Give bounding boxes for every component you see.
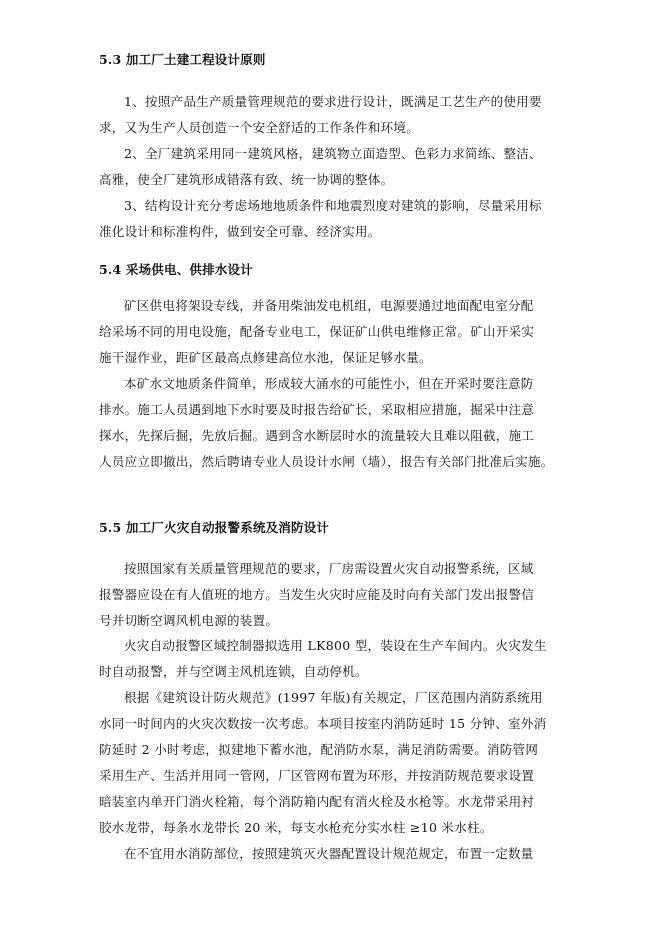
section-heading-5-5: 5.5 加工厂火灾自动报警系统及消防设计 [99,520,330,535]
paragraph-line: 排水。施工人员遇到地下水时要及时报告给矿长，采取相应措施，掘采中注意 [99,402,535,417]
paragraph-line: 号并切断空调风机电源的装置。 [99,613,279,628]
paragraph-line: 高雅，使全厂建筑形成错落有致、统一协调的整体。 [99,172,394,187]
paragraph-line: 采用生产、生活并用同一管网，厂区管网布置为环形，并按消防规范要求设置 [99,768,535,783]
paragraph-line: 胶水龙带，每条水龙带长 20 米，每支水枪充分实水柱 ≥10 米水柱。 [99,820,493,835]
section-heading-5-3: 5.3 加工厂土建工程设计原则 [99,52,266,67]
paragraph-line: 按照国家有关质量管理规范的要求，厂房需设置火灾自动报警系统，区域 [124,561,534,576]
paragraph-line: 给采场不同的用电设施，配备专业电工，保证矿山供电维修正常。矿山开采实 [99,324,535,339]
paragraph-line: 矿区供电将架设专线，并备用柴油发电机组，电源要通过地面配电室分配 [124,298,534,313]
paragraph-line: 1、按照产品生产质量管理规范的要求进行设计，既满足工艺生产的使用要 [124,94,542,109]
paragraph-line: 3、结构设计充分考虑场地地质条件和地震烈度对建筑的影响，尽量采用标 [124,198,542,213]
paragraph-line: 时自动报警，并与空调主风机连锁，自动停机。 [99,664,368,679]
paragraph-line: 求，又为生产人员创造一个安全舒适的工作条件和环境。 [99,120,420,135]
paragraph-line: 施干湿作业，距矿区最高点修建高位水池，保证足够水量。 [99,350,432,365]
paragraph-line: 根据《建筑设计防火规范》(1997 年版)有关规定，厂区范围内消防系统用 [124,690,543,705]
paragraph-line: 防延时 2 小时考虑，拟建地下蓄水池，配消防水泵，满足消防需要。消防管网 [99,742,539,757]
paragraph-line: 在不宜用水消防部位，按照建筑灭火器配置设计规范规定，布置一定数量 [124,846,534,861]
paragraph-line: 暗装室内单开门消火栓箱，每个消防箱内配有消火栓及水枪等。水龙带采用衬 [99,794,535,809]
paragraph-line: 2、全厂建筑采用同一建筑风格，建筑物立面造型、色彩力求简练、整洁、 [124,146,542,161]
paragraph-line: 探水，先探后掘，先放后掘。遇到含水断层时水的流量较大且难以阻截，施工 [99,428,535,443]
paragraph-line: 火灾自动报警区域控制器拟选用 LK800 型，装设在生产车间内。火灾发生 [124,638,547,653]
paragraph-line: 水同一时间内的火灾次数按一次考虑。本项目按室内消防延时 15 分钟、室外消 [99,716,547,731]
paragraph-line: 报警器应设在有人值班的地方。当发生火灾时应能及时向有关部门发出报警信 [99,587,535,602]
paragraph-line: 准化设计和标准构件，做到安全可靠、经济实用。 [99,224,381,239]
paragraph-line: 本矿水文地质条件简单，形成较大涌水的可能性小，但在开采时要注意防 [124,376,534,391]
paragraph-line: 人员应立即撤出，然后聘请专业人员设计水闸（墙），报告有关部门批准后实施。 [99,454,554,469]
section-heading-5-4: 5.4 采场供电、供排水设计 [99,262,253,277]
